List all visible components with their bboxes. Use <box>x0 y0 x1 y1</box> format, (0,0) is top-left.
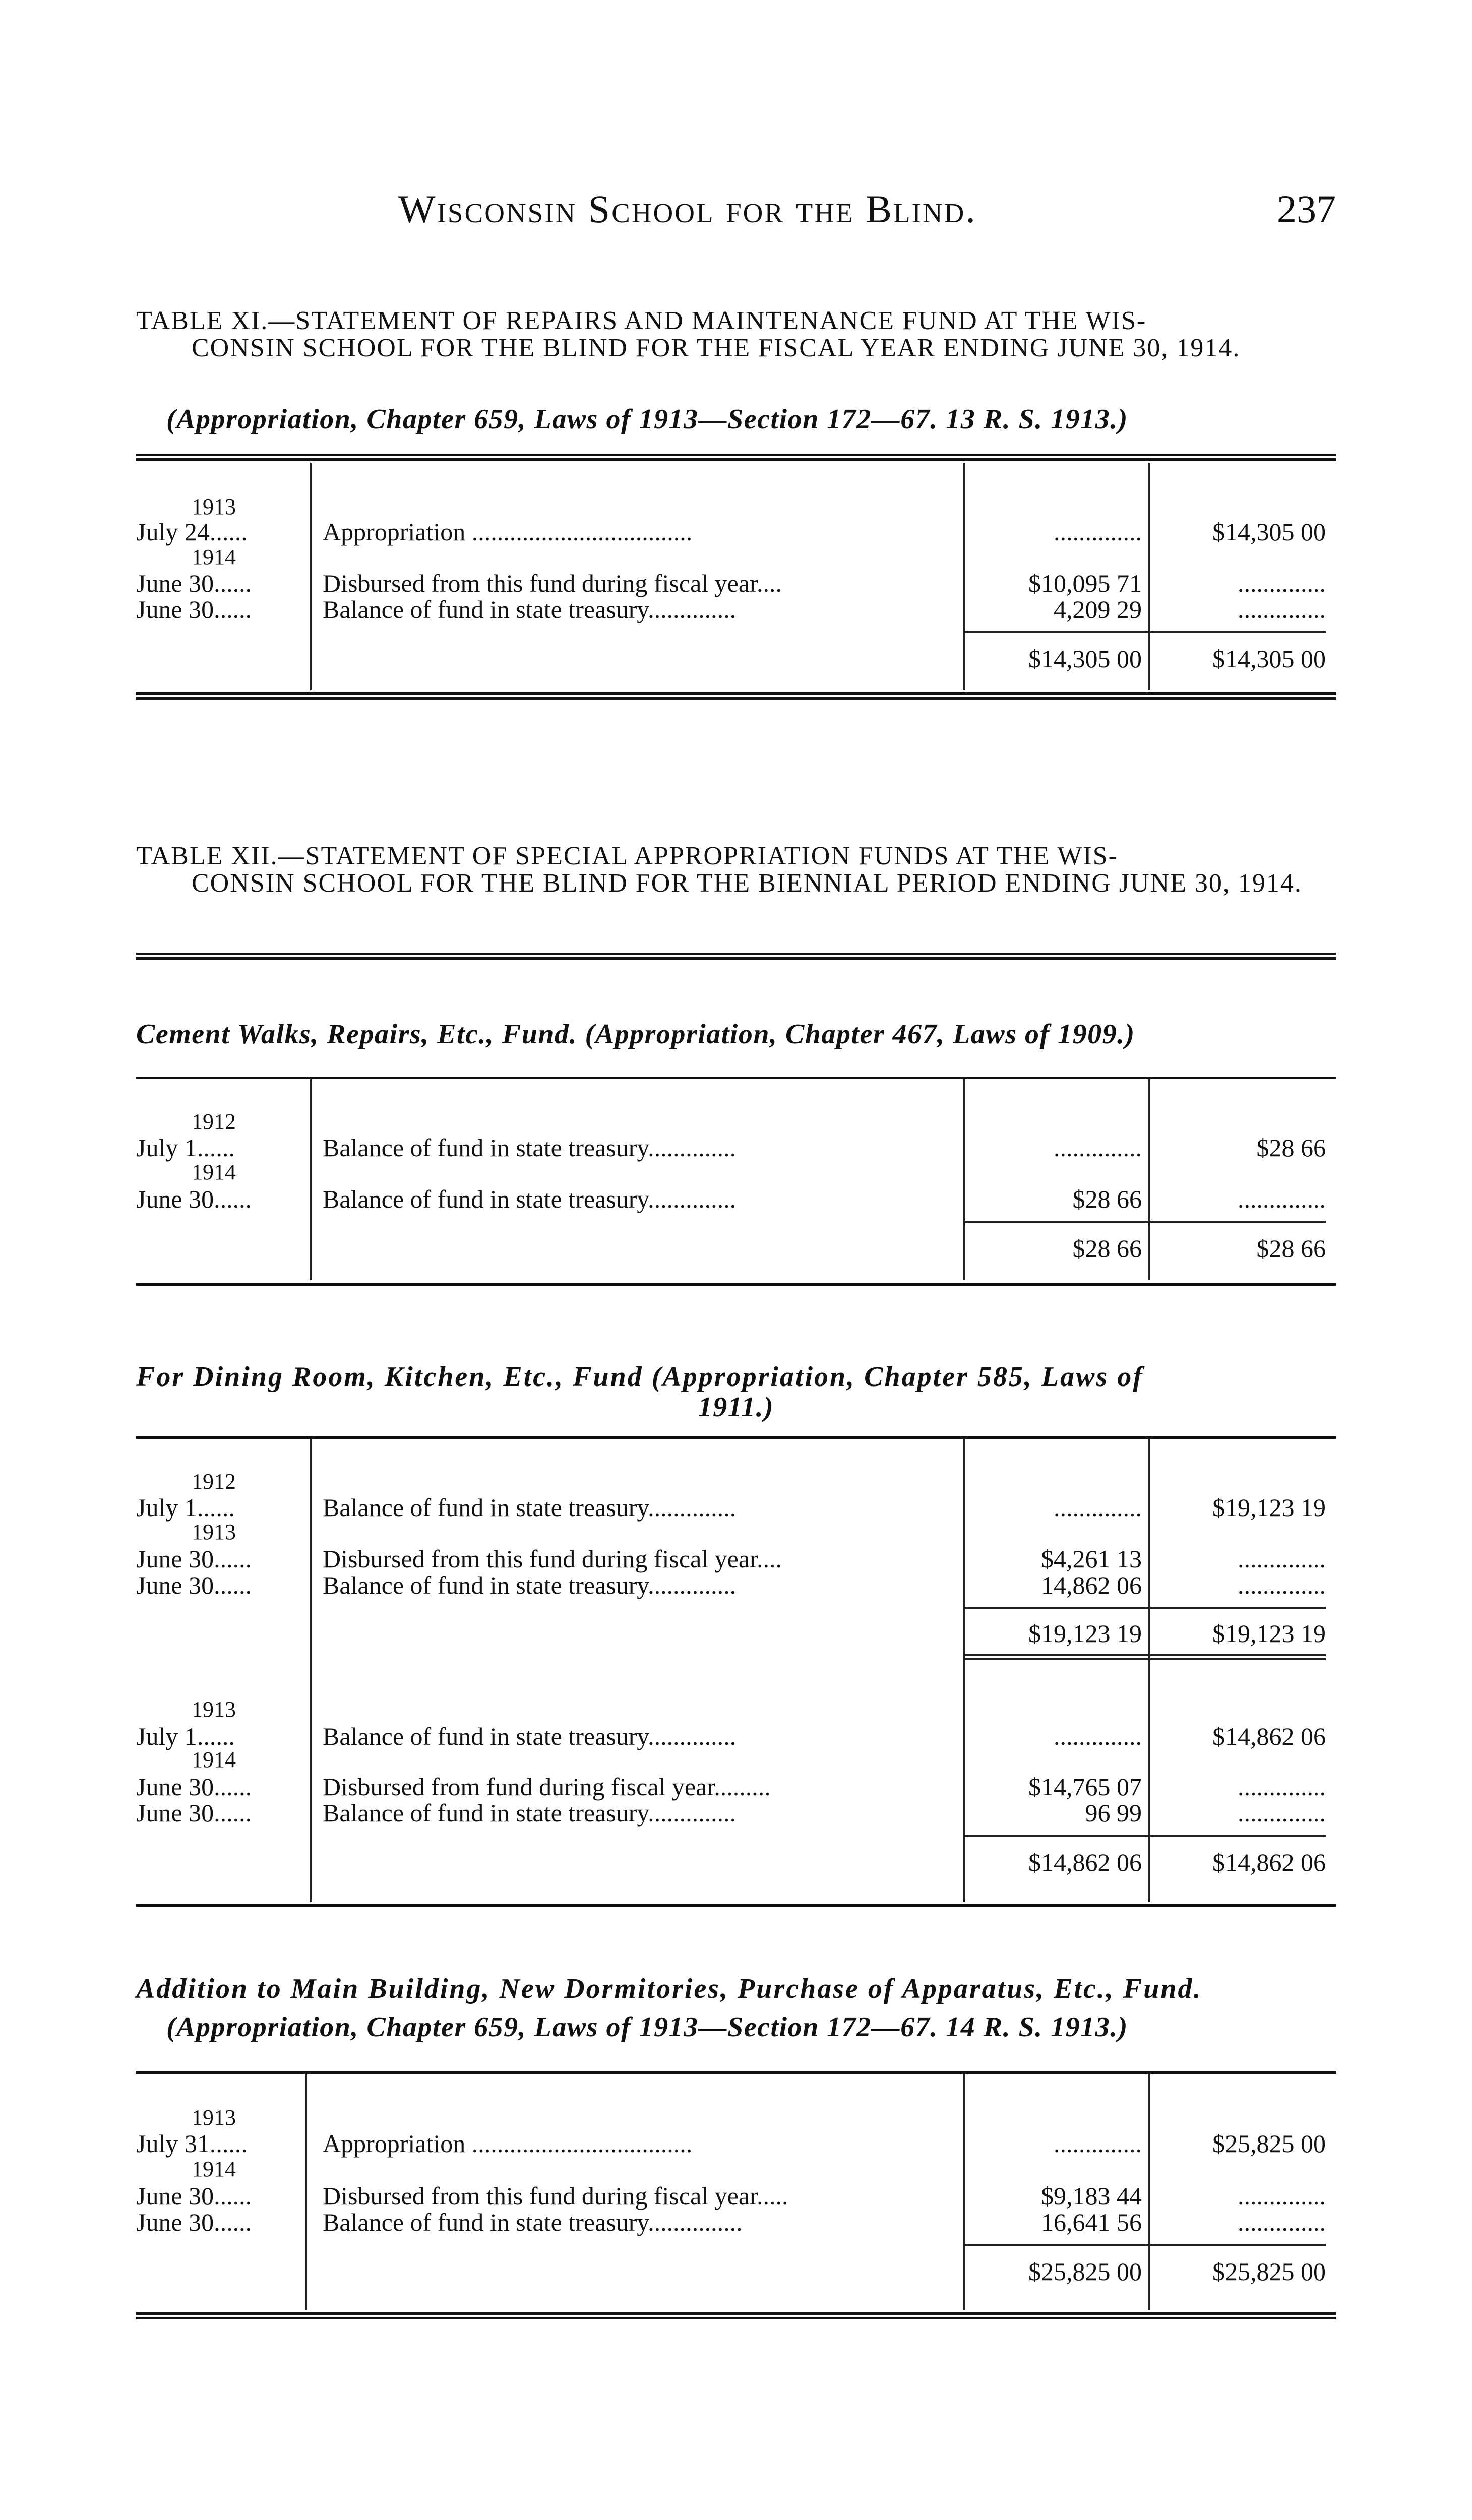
total-amount-2: $14,862 06 <box>1212 1848 1326 1876</box>
dining-bottom-rule <box>136 1904 1336 1907</box>
row-description: Balance of fund in state treasury.............. <box>323 1133 737 1162</box>
total-amount-2: $19,123 19 <box>1212 1619 1326 1648</box>
year-label: 1914 <box>192 2157 236 2181</box>
dining-fund-heading-line2: 1911.) <box>698 1392 774 1423</box>
row-date: July 1...... <box>136 1722 235 1750</box>
table-row <box>136 1798 1336 1826</box>
row-date: July 31...... <box>136 2129 248 2158</box>
year-label: 1913 <box>192 494 236 519</box>
total-amount-2: $14,305 00 <box>1212 645 1326 673</box>
row-amount-2: .............. <box>1238 2182 1326 2210</box>
year-label: 1913 <box>192 1520 236 1544</box>
total-row <box>136 2257 1336 2285</box>
row-description: Balance of fund in state treasury.............. <box>323 1185 737 1213</box>
row-amount-2: $14,862 06 <box>1212 1722 1326 1750</box>
row-date: June 30...... <box>136 2182 252 2210</box>
row-date: June 30...... <box>136 569 252 597</box>
total-amount-2: $25,825 00 <box>1212 2257 1326 2286</box>
row-amount-1: .............. <box>1054 518 1142 546</box>
addition-ledger <box>136 2073 1336 2310</box>
table-11-caption <box>136 307 1336 362</box>
page-number: 237 <box>1277 187 1336 231</box>
row-amount-1: 14,862 06 <box>1041 1571 1142 1599</box>
row-description: Disbursed from fund during fiscal year......... <box>323 1773 771 1801</box>
table-row <box>136 1544 1336 1572</box>
row-amount-2: .............. <box>1238 595 1326 623</box>
row-date: June 30...... <box>136 1773 252 1801</box>
row-amount-1: .............. <box>1054 1722 1142 1750</box>
table-12-caption-rest: CONSIN SCHOOL FOR THE BLIND FOR THE BIENNIAL PERIOD ENDING JUNE 30, 1914. <box>192 869 1302 898</box>
total-rule <box>963 1607 1326 1609</box>
year-label: 1914 <box>192 545 236 570</box>
total-row <box>136 644 1336 672</box>
row-amount-1: $28 66 <box>1072 1185 1142 1213</box>
running-title: Wisconsin School for the Blind. <box>398 187 977 231</box>
row-date: June 30...... <box>136 595 252 623</box>
table-12-caption <box>136 843 1336 897</box>
table-row <box>136 1184 1336 1213</box>
total-row <box>136 1619 1336 1647</box>
cement-ledger <box>136 1079 1336 1280</box>
row-date: July 24...... <box>136 518 248 546</box>
row-amount-2: .............. <box>1238 1185 1326 1213</box>
row-description: Disbursed from this fund during fiscal year..... <box>323 2182 788 2210</box>
table-row <box>136 2181 1336 2210</box>
table-row <box>136 1722 1336 1750</box>
row-amount-2: $14,305 00 <box>1212 518 1326 546</box>
row-amount-1: .............. <box>1054 2129 1142 2158</box>
row-amount-1: $9,183 44 <box>1041 2182 1142 2210</box>
row-amount-1: .............. <box>1054 1493 1142 1522</box>
cement-fund-heading: Cement Walks, Repairs, Etc., Fund. (Appropriation, Chapter 467, Laws of 1909.) <box>136 1019 1135 1050</box>
table-11-caption-line1: TABLE XI.—STATEMENT OF REPAIRS AND MAINTENANCE FUND AT THE WIS- <box>136 306 1147 335</box>
total-amount-1: $28 66 <box>1072 1234 1142 1263</box>
table-11-top-rule <box>136 454 1336 461</box>
row-date: June 30...... <box>136 1571 252 1599</box>
row-description: Balance of fund in state treasury.............. <box>323 595 737 623</box>
row-date: June 30...... <box>136 1545 252 1573</box>
row-amount-2: .............. <box>1238 569 1326 597</box>
year-label: 1913 <box>192 1697 236 1722</box>
total-rule <box>963 631 1326 633</box>
row-amount-1: .............. <box>1054 1133 1142 1162</box>
table-row <box>136 2129 1336 2157</box>
total-row <box>136 1848 1336 1876</box>
total-rule <box>963 1835 1326 1837</box>
addition-fund-heading-line1: Addition to Main Building, New Dormitories, Purchase of Apparatus, Etc., Fund. <box>136 1973 1202 2004</box>
table-row <box>136 517 1336 545</box>
row-amount-2: $28 66 <box>1256 1133 1326 1162</box>
row-date: June 30...... <box>136 2208 252 2236</box>
table-11-caption-rest: CONSIN SCHOOL FOR THE BLIND FOR THE FISCAL YEAR ENDING JUNE 30, 1914. <box>192 334 1241 362</box>
total-amount-1: $19,123 19 <box>1028 1619 1142 1648</box>
table-row <box>136 1772 1336 1800</box>
addition-fund-heading-line2: (Appropriation, Chapter 659, Laws of 1913—Section 172—67. 14 R. S. 1913.) <box>166 2011 1128 2043</box>
row-description: Balance of fund in state treasury.............. <box>323 1799 737 1827</box>
row-date: July 1...... <box>136 1133 235 1162</box>
row-amount-1: $4,261 13 <box>1041 1545 1142 1573</box>
row-date: July 1...... <box>136 1493 235 1522</box>
row-description: Balance of fund in state treasury.............. <box>323 1493 737 1522</box>
year-label: 1912 <box>192 1469 236 1494</box>
dining-fund-heading-line1: For Dining Room, Kitchen, Etc., Fund (Appropriation, Chapter 585, Laws of <box>136 1361 1144 1393</box>
table-row <box>136 1493 1336 1521</box>
year-label: 1912 <box>192 1109 236 1134</box>
row-description: Appropriation ................................... <box>323 518 693 546</box>
table-11-ledger <box>136 463 1336 690</box>
table-row <box>136 569 1336 597</box>
table-row <box>136 595 1336 623</box>
row-amount-2: .............. <box>1238 1773 1326 1801</box>
row-amount-2: .............. <box>1238 1799 1326 1827</box>
row-description: Balance of fund in state treasury.............. <box>323 1571 737 1599</box>
subtotal-double-rule <box>963 1654 1326 1660</box>
table-row <box>136 2208 1336 2236</box>
row-amount-2: .............. <box>1238 1545 1326 1573</box>
total-rule <box>963 1221 1326 1223</box>
cement-bottom-rule <box>136 1283 1336 1286</box>
year-label: 1913 <box>192 2105 236 2130</box>
row-description: Disbursed from this fund during fiscal year.... <box>323 1545 782 1573</box>
row-date: June 30...... <box>136 1185 252 1213</box>
page-header <box>136 186 1336 242</box>
row-description: Balance of fund in state treasury.............. <box>323 1722 737 1750</box>
row-amount-2: .............. <box>1238 2208 1326 2236</box>
row-date: June 30...... <box>136 1799 252 1827</box>
dining-ledger <box>136 1438 1336 1902</box>
year-label: 1914 <box>192 1160 236 1184</box>
row-description: Balance of fund in state treasury............... <box>323 2208 743 2236</box>
total-amount-1: $14,305 00 <box>1028 645 1142 673</box>
table-row <box>136 1133 1336 1161</box>
row-amount-1: $14,765 07 <box>1028 1773 1142 1801</box>
year-label: 1914 <box>192 1747 236 1772</box>
row-amount-2: $19,123 19 <box>1212 1493 1326 1522</box>
total-rule <box>963 2244 1326 2246</box>
table-12-caption-line1: TABLE XII.—STATEMENT OF SPECIAL APPROPRIATION FUNDS AT THE WIS- <box>136 842 1118 870</box>
row-description: Disbursed from this fund during fiscal year.... <box>323 569 782 597</box>
table-11-bottom-rule <box>136 692 1336 700</box>
row-amount-1: $10,095 71 <box>1028 569 1142 597</box>
table-12-top-rule <box>136 953 1336 960</box>
row-description: Appropriation ................................... <box>323 2129 693 2158</box>
total-amount-1: $25,825 00 <box>1028 2257 1142 2286</box>
row-amount-1: 16,641 56 <box>1041 2208 1142 2236</box>
row-amount-2: $25,825 00 <box>1212 2129 1326 2158</box>
row-amount-1: 96 99 <box>1085 1799 1142 1827</box>
total-amount-1: $14,862 06 <box>1028 1848 1142 1876</box>
table-11-subtitle: (Appropriation, Chapter 659, Laws of 1913—Section 172—67. 13 R. S. 1913.) <box>166 404 1128 435</box>
row-amount-2: .............. <box>1238 1571 1326 1599</box>
row-amount-1: 4,209 29 <box>1054 595 1142 623</box>
total-row <box>136 1234 1336 1262</box>
addition-bottom-rule <box>136 2312 1336 2319</box>
table-row <box>136 1570 1336 1599</box>
total-amount-2: $28 66 <box>1256 1234 1326 1263</box>
